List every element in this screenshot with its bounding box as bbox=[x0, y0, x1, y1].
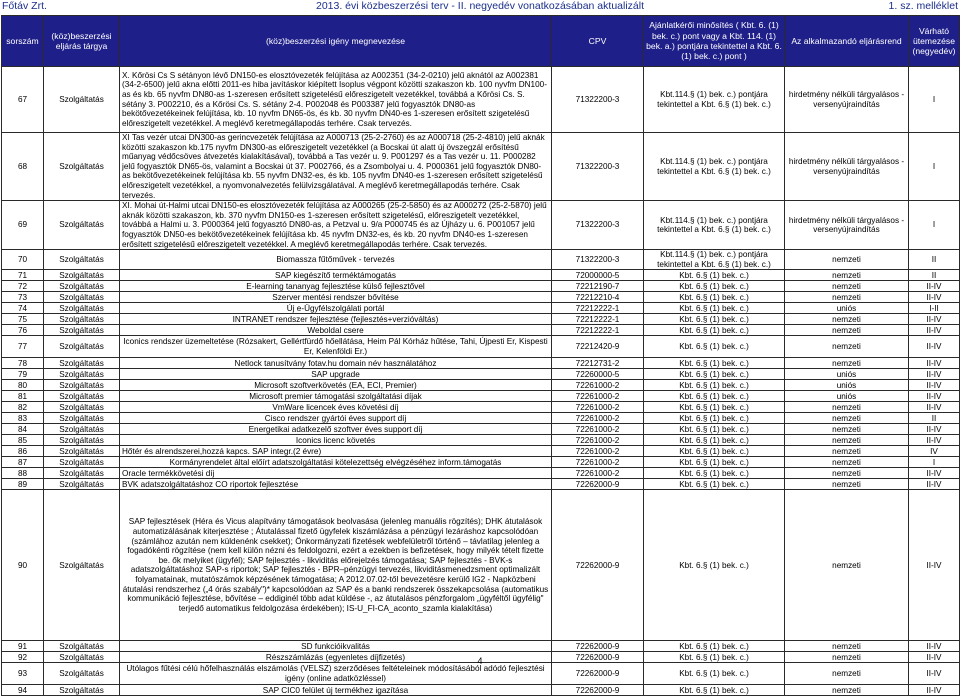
table-row bbox=[2, 250, 960, 270]
cell-schedule: II-IV bbox=[909, 380, 960, 391]
cell-schedule: I bbox=[909, 457, 960, 468]
cell-legal: Kbt. 6.§ (1) bek. c.) bbox=[644, 424, 785, 435]
cell-description: Biomassza fűtőművek - tervezés bbox=[120, 250, 552, 270]
cell-description: Iconics rendszer üzemeltetése (Rózsakert, Gellértfürdő hőellátása, Heim Pál Kórház hűtése, Tahi, Újpesti Er, Kispesti Er, Kelenföldi Er.) bbox=[120, 336, 552, 358]
cell-legal: Kbt. 6.§ (1) bek. c.) bbox=[644, 413, 785, 424]
cell-cpv: 71322200-3 bbox=[552, 133, 644, 201]
cell-number: 77 bbox=[2, 336, 44, 358]
page-number: 4 bbox=[477, 656, 483, 666]
cell-schedule: II-IV bbox=[909, 468, 960, 479]
cell-legal: Kbt. 6.§ (1) bek. c.) bbox=[644, 314, 785, 325]
cell-schedule: I bbox=[909, 67, 960, 133]
cell-legal: Kbt. 6.§ (1) bek. c.) bbox=[644, 292, 785, 303]
cell-schedule: II-IV bbox=[909, 292, 960, 303]
cell-cpv: 72262000-9 bbox=[552, 641, 644, 652]
cell-procedure: nemzeti bbox=[785, 652, 909, 663]
cell-schedule: II-IV bbox=[909, 479, 960, 490]
cell-schedule: II-IV bbox=[909, 369, 960, 380]
table-row bbox=[2, 402, 960, 413]
cell-number: 90 bbox=[2, 490, 44, 641]
col-header-cpv: CPV bbox=[552, 16, 644, 67]
cell-description: Utólagos fűtési célú hőfelhasználás elszámolás (VELSZ) szerződéses feltételeinek módosításából adódó fejlesztési igény (online adatközléssel) bbox=[120, 663, 552, 685]
cell-legal: Kbt. 6.§ (1) bek. c.) bbox=[644, 446, 785, 457]
cell-number: 68 bbox=[2, 133, 44, 201]
table-row bbox=[2, 292, 960, 303]
cell-cpv: 72262000-9 bbox=[552, 652, 644, 663]
cell-number: 92 bbox=[2, 652, 44, 663]
cell-legal: Kbt.114.§ (1) bek. c.) pontjára tekintettel a Kbt. 6.§ (1) bek. c.) bbox=[644, 250, 785, 270]
cell-procedure: nemzeti bbox=[785, 641, 909, 652]
cell-description: Weboldal csere bbox=[120, 325, 552, 336]
cell-description: Szerver mentési rendszer bővítése bbox=[120, 292, 552, 303]
cell-legal: Kbt. 6.§ (1) bek. c.) bbox=[644, 270, 785, 281]
cell-description: VmWare licencek éves követési díj bbox=[120, 402, 552, 413]
cell-type: Szolgáltatás bbox=[44, 424, 120, 435]
cell-schedule: IV bbox=[909, 446, 960, 457]
table-row bbox=[2, 446, 960, 457]
cell-procedure: hirdetmény nélküli tárgyalásos - versenyújraindítás bbox=[785, 67, 909, 133]
cell-number: 69 bbox=[2, 201, 44, 250]
cell-procedure: uniós bbox=[785, 303, 909, 314]
cell-legal: Kbt.114.§ (1) bek. c.) pontjára tekintettel a Kbt. 6.§ (1) bek. c.) bbox=[644, 67, 785, 133]
cell-type: Szolgáltatás bbox=[44, 652, 120, 663]
cell-procedure: hirdetmény nélküli tárgyalásos - versenyújraindítás bbox=[785, 201, 909, 250]
cell-schedule: I bbox=[909, 201, 960, 250]
cell-legal: Kbt. 6.§ (1) bek. c.) bbox=[644, 652, 785, 663]
cell-type: Szolgáltatás bbox=[44, 380, 120, 391]
cell-cpv: 72212420-9 bbox=[552, 336, 644, 358]
cell-type: Szolgáltatás bbox=[44, 325, 120, 336]
cell-type: Szolgáltatás bbox=[44, 314, 120, 325]
cell-schedule: II-IV bbox=[909, 391, 960, 402]
table-row bbox=[2, 413, 960, 424]
table-row bbox=[2, 281, 960, 292]
table-row bbox=[2, 468, 960, 479]
cell-procedure: nemzeti bbox=[785, 281, 909, 292]
cell-cpv: 72261000-2 bbox=[552, 413, 644, 424]
table-row bbox=[2, 457, 960, 468]
table-row bbox=[2, 641, 960, 652]
cell-legal: Kbt. 6.§ (1) bek. c.) bbox=[644, 281, 785, 292]
cell-schedule: II-IV bbox=[909, 490, 960, 641]
cell-cpv: 72212210-4 bbox=[552, 292, 644, 303]
table-row bbox=[2, 133, 960, 201]
cell-description: Microsoft szoftverkövetés (EA, ECI, Premier) bbox=[120, 380, 552, 391]
cell-legal: Kbt. 6.§ (1) bek. c.) bbox=[644, 391, 785, 402]
cell-description: Netlock tanusítvány fotav.hu domain név használatához bbox=[120, 358, 552, 369]
cell-cpv: 72212731-2 bbox=[552, 358, 644, 369]
cell-legal: Kbt. 6.§ (1) bek. c.) bbox=[644, 490, 785, 641]
cell-cpv: 72262000-9 bbox=[552, 490, 644, 641]
header-row bbox=[2, 16, 960, 67]
cell-type: Szolgáltatás bbox=[44, 270, 120, 281]
cell-description: SD funkcióikvalitás bbox=[120, 641, 552, 652]
cell-cpv: 72262000-9 bbox=[552, 663, 644, 685]
cell-procedure: nemzeti bbox=[785, 250, 909, 270]
cell-procedure: nemzeti bbox=[785, 325, 909, 336]
cell-number: 70 bbox=[2, 250, 44, 270]
cell-type: Szolgáltatás bbox=[44, 446, 120, 457]
cell-description: INTRANET rendszer fejlesztése (fejlesztés+verzióváltás) bbox=[120, 314, 552, 325]
cell-procedure: nemzeti bbox=[785, 358, 909, 369]
cell-legal: Kbt. 6.§ (1) bek. c.) bbox=[644, 336, 785, 358]
cell-number: 67 bbox=[2, 67, 44, 133]
cell-type: Szolgáltatás bbox=[44, 292, 120, 303]
cell-schedule: II bbox=[909, 413, 960, 424]
cell-type: Szolgáltatás bbox=[44, 250, 120, 270]
cell-procedure: nemzeti bbox=[785, 685, 909, 696]
col-header-number: sorszám bbox=[2, 16, 44, 67]
cell-type: Szolgáltatás bbox=[44, 435, 120, 446]
cell-cpv: 72261000-2 bbox=[552, 468, 644, 479]
col-header-procedure: Az alkalmazandó eljárásrend bbox=[785, 16, 909, 67]
cell-procedure: nemzeti bbox=[785, 446, 909, 457]
cell-schedule: II-IV bbox=[909, 281, 960, 292]
cell-cpv: 72212222-1 bbox=[552, 325, 644, 336]
cell-number: 88 bbox=[2, 468, 44, 479]
cell-cpv: 72212222-1 bbox=[552, 303, 644, 314]
cell-legal: Kbt. 6.§ (1) bek. c.) bbox=[644, 380, 785, 391]
cell-number: 91 bbox=[2, 641, 44, 652]
cell-cpv: 72261000-2 bbox=[552, 446, 644, 457]
table-row bbox=[2, 391, 960, 402]
cell-schedule: II-IV bbox=[909, 358, 960, 369]
cell-procedure: nemzeti bbox=[785, 457, 909, 468]
cell-number: 93 bbox=[2, 663, 44, 685]
table-row bbox=[2, 336, 960, 358]
cell-procedure: nemzeti bbox=[785, 402, 909, 413]
cell-type: Szolgáltatás bbox=[44, 468, 120, 479]
cell-legal: Kbt. 6.§ (1) bek. c.) bbox=[644, 402, 785, 413]
cell-cpv: 72260000-5 bbox=[552, 369, 644, 380]
cell-legal: Kbt. 6.§ (1) bek. c.) bbox=[644, 479, 785, 490]
cell-number: 87 bbox=[2, 457, 44, 468]
table-row bbox=[2, 67, 960, 133]
cell-number: 85 bbox=[2, 435, 44, 446]
cell-schedule: I-II bbox=[909, 303, 960, 314]
cell-description: Cisco rendszer gyártói éves support díj bbox=[120, 413, 552, 424]
cell-number: 76 bbox=[2, 325, 44, 336]
cell-number: 71 bbox=[2, 270, 44, 281]
cell-description: SAP fejlesztések (Héra és Vicus alapítvány támogatások beolvasása (jelenleg manuális rögzítés); DHK átutalások automatizálásának kiterjesztése ; Átutalással fizető ügyfelek kiszámlázása a pénzügyi lezáráshoz kapcsolódóan (számlához azután nem küldenénk csekket); Önkormányzati fizetések webfelületről történő – távlatilag jelenleg a fogadókénti rögzítése (nem kell külön nézni és feldolgozni, ezért a ezekben is befizetések, hogy milyék tételt fizette be. ők melyiket (ügyfél); SAP fejlesztés - likviditás előrejelzés támogatása; SAP fejlesztés - BVK-s adatszolgáltatáshoz SAP-s riportok; SAP fejlesztés - BPR–pénzügyi tervezés, likviditásmenedzsment optimalizált folyamatainak, mutatószámok képzésének támogatása; A 2012.07.02-től bevezetésre kerülő IG2 - Napközbeni átutalási rendszerhez („4 órás szabály")* kapcsolódóan az SAP és a banki rendszerek összekapcsolása (automatikus kommunikáció fejlesztése, bővítése – eddiginél több adat küldése -, az átutalásos pénzforgalom „ügyféltől ügyfélig" terjedő automatikus feldolgozása érdekében); IS-U_FI-CA_aconto_szamla kialakítása) bbox=[120, 490, 552, 641]
table-row bbox=[2, 303, 960, 314]
cell-procedure: nemzeti bbox=[785, 490, 909, 641]
cell-legal: Kbt. 6.§ (1) bek. c.) bbox=[644, 663, 785, 685]
cell-number: 79 bbox=[2, 369, 44, 380]
cell-legal: Kbt.114.§ (1) bek. c.) pontjára tekintettel a Kbt. 6.§ (1) bek. c.) bbox=[644, 133, 785, 201]
cell-procedure: nemzeti bbox=[785, 336, 909, 358]
table-row bbox=[2, 490, 960, 641]
cell-type: Szolgáltatás bbox=[44, 303, 120, 314]
cell-legal: Kbt. 6.§ (1) bek. c.) bbox=[644, 358, 785, 369]
cell-description: SAP upgrade bbox=[120, 369, 552, 380]
cell-type: Szolgáltatás bbox=[44, 67, 120, 133]
header-title: 2013. évi közbeszerzési terv - II. negyedév vonatkozásában aktualizált bbox=[315, 0, 645, 12]
cell-schedule: II-IV bbox=[909, 325, 960, 336]
cell-number: 80 bbox=[2, 380, 44, 391]
cell-schedule: II-IV bbox=[909, 685, 960, 696]
table-row bbox=[2, 479, 960, 490]
cell-type: Szolgáltatás bbox=[44, 391, 120, 402]
cell-procedure: uniós bbox=[785, 380, 909, 391]
cell-number: 75 bbox=[2, 314, 44, 325]
cell-cpv: 72261000-2 bbox=[552, 402, 644, 413]
cell-number: 83 bbox=[2, 413, 44, 424]
cell-description: Energetikai adatkezelő szoftver éves support díj bbox=[120, 424, 552, 435]
cell-schedule: II bbox=[909, 250, 960, 270]
cell-description: X. Kőrösi Cs S sétányon lévő DN150-es elosztóvezeték felújítása az A002351 (34-2-0210) jelű aknától az A002381 (34-2-6500) jelű akna előtti 2011-es hiba javításkor kiépített Isoplus végpont közötti szakaszon kb. 100 nyvfm DN100-as és kb. 65 nyvfm DN80-as 1-szeresen erősített szigetelésű előreszigetelt vezetékkel, továbbá a Kőrösi Cs. S. sétány 3. P002210, és a Kőrösi Cs. S. sétány 2-4. P002048 és P003387 jelű fogyasztók DN80-as bekötővezetékeinek felújítása, kb. 10 nyvfm DN65-ös, és kb. 30 nyvfm DN40-es 1-szeresen erősített szigetelésű előreszigetelt vezetékkel. A meglévő keretmegállapodás terhére. Csak tervezés. bbox=[120, 67, 552, 133]
cell-description: SAP CIC0 felület új termékhez igazítása bbox=[120, 685, 552, 696]
cell-type: Szolgáltatás bbox=[44, 413, 120, 424]
cell-schedule: II-IV bbox=[909, 435, 960, 446]
cell-schedule: II-IV bbox=[909, 652, 960, 663]
cell-cpv: 71322200-3 bbox=[552, 250, 644, 270]
table-row bbox=[2, 435, 960, 446]
cell-description: Új e-Ügyfélszolgálati portál bbox=[120, 303, 552, 314]
cell-description: SAP kiegészítő terméktámogatás bbox=[120, 270, 552, 281]
cell-type: Szolgáltatás bbox=[44, 336, 120, 358]
cell-cpv: 72261000-2 bbox=[552, 380, 644, 391]
table-row bbox=[2, 424, 960, 435]
cell-cpv: 72212190-7 bbox=[552, 281, 644, 292]
cell-cpv: 72000000-5 bbox=[552, 270, 644, 281]
cell-procedure: nemzeti bbox=[785, 424, 909, 435]
cell-description: XI Tas vezér utcai DN300-as gerincvezeték felújítása az A000713 (25-2-2760) és az A000718 (25-2-4810) jelű aknák közötti szakaszon kb.175 nyvfm DN300-as előreszigetelt vezetékkel (a Bocskai út alatt új övszegzál erősítésű műanyag védőcsöves átvezetés kialakításával), továbbá a Tas vezér u. 9. P001297 és a Tas vezér u. 11. P000282 jelű fogyasztók DN65-ös, valamint a Bocskai út 37. P002766, és a Zsombolyai u. 4. P000361 jelű fogyasztók DN80-as bekötővezetékeinek felújítása kb. 55 nyvfm DN32-es, és kb. 105 nyvfm DN40-es 1-szeresen erősített szigetelésű előreszigetelt vezetékkel, a nyomvonalvezetés felülvizsgálatával. A meglévő keretmegállapodás terhére. Csak tervezés. bbox=[120, 133, 552, 201]
cell-procedure: uniós bbox=[785, 369, 909, 380]
cell-type: Szolgáltatás bbox=[44, 490, 120, 641]
cell-number: 78 bbox=[2, 358, 44, 369]
cell-legal: Kbt. 6.§ (1) bek. c.) bbox=[644, 685, 785, 696]
cell-legal: Kbt. 6.§ (1) bek. c.) bbox=[644, 369, 785, 380]
cell-procedure: nemzeti bbox=[785, 292, 909, 303]
cell-procedure: nemzeti bbox=[785, 413, 909, 424]
cell-type: Szolgáltatás bbox=[44, 133, 120, 201]
cell-schedule: II-IV bbox=[909, 314, 960, 325]
cell-legal: Kbt. 6.§ (1) bek. c.) bbox=[644, 435, 785, 446]
cell-cpv: 71322200-3 bbox=[552, 201, 644, 250]
cell-description: E-learning tananyag fejlesztése külső fejlesztővel bbox=[120, 281, 552, 292]
cell-schedule: II-IV bbox=[909, 424, 960, 435]
cell-legal: Kbt.114.§ (1) bek. c.) pontjára tekintettel a Kbt. 6.§ (1) bek. c.) bbox=[644, 201, 785, 250]
table-row bbox=[2, 270, 960, 281]
cell-cpv: 72262000-9 bbox=[552, 479, 644, 490]
header-company: Főtáv Zrt. bbox=[2, 0, 47, 12]
cell-description: Oracle termékkövetési díj bbox=[120, 468, 552, 479]
col-header-type: (köz)beszerzési eljárás tárgya bbox=[44, 16, 120, 67]
cell-cpv: 72212222-1 bbox=[552, 314, 644, 325]
cell-cpv: 72261000-2 bbox=[552, 457, 644, 468]
cell-description: Részszámlázás (egyenletes díjfizetés) bbox=[120, 652, 552, 663]
cell-procedure: nemzeti bbox=[785, 468, 909, 479]
cell-number: 73 bbox=[2, 292, 44, 303]
procurement-table bbox=[1, 15, 960, 696]
cell-cpv: 72262000-9 bbox=[552, 685, 644, 696]
cell-cpv: 72261000-2 bbox=[552, 391, 644, 402]
cell-procedure: hirdetmény nélküli tárgyalásos - versenyújraindítás bbox=[785, 133, 909, 201]
cell-description: Hőtér és alrendszerei,hozzá kapcs. SAP integr.(2 évre) bbox=[120, 446, 552, 457]
table-row bbox=[2, 201, 960, 250]
cell-cpv: 72261000-2 bbox=[552, 424, 644, 435]
cell-type: Szolgáltatás bbox=[44, 369, 120, 380]
cell-description: Kormányrendelet által előírt adatszolgáltatási kötelezettség elvégzéséhez inform.támogatás bbox=[120, 457, 552, 468]
cell-cpv: 71322200-3 bbox=[552, 67, 644, 133]
cell-schedule: II-IV bbox=[909, 402, 960, 413]
cell-legal: Kbt. 6.§ (1) bek. c.) bbox=[644, 468, 785, 479]
cell-number: 89 bbox=[2, 479, 44, 490]
cell-legal: Kbt. 6.§ (1) bek. c.) bbox=[644, 325, 785, 336]
cell-schedule: II-IV bbox=[909, 663, 960, 685]
cell-number: 74 bbox=[2, 303, 44, 314]
header-attachment-label: 1. sz. melléklet bbox=[888, 0, 958, 12]
cell-schedule: II-IV bbox=[909, 641, 960, 652]
col-header-legal: Ajánlatkérői minősítés ( Kbt. 6. (1) bek. c.) pont vagy a Kbt. 114. (1) bek. a.) pontjára tekintettel a Kbt. 6. (1) bek. c.) pont ) bbox=[644, 16, 785, 67]
cell-type: Szolgáltatás bbox=[44, 281, 120, 292]
cell-procedure: nemzeti bbox=[785, 663, 909, 685]
cell-type: Szolgáltatás bbox=[44, 201, 120, 250]
cell-schedule: I bbox=[909, 133, 960, 201]
cell-description: XI. Mohai út-Halmi utcai DN150-es elosztóvezeték felújítása az A000265 (25-2-5850) és az A000272 (25-2-5870) jelű aknák közötti szakaszon, kb. 370 nyvfm DN150-es 1-szeresen erősített szigetelésű, előreszigetelt vezetékkel, továbbá a Halmi u. 3. P000364 jelű fogyasztó DN80-as, a Petzval u. 9/a P000745 és az Újházy u. 6. P001057 jelű fogyasztók DN50-es bekötővezetékeinek felújítása kb. 45 nyvfm DN32-es, és kb. 20 nyvfm DN40-es 1-szeresen erősített szigetelésű előreszigetelt vezetékkel. A meglévő keretmegállapodás terhére. Csak tervezés. bbox=[120, 201, 552, 250]
cell-type: Szolgáltatás bbox=[44, 358, 120, 369]
cell-procedure: nemzeti bbox=[785, 435, 909, 446]
cell-number: 86 bbox=[2, 446, 44, 457]
cell-number: 82 bbox=[2, 402, 44, 413]
cell-type: Szolgáltatás bbox=[44, 402, 120, 413]
table-row bbox=[2, 380, 960, 391]
cell-number: 94 bbox=[2, 685, 44, 696]
cell-legal: Kbt. 6.§ (1) bek. c.) bbox=[644, 303, 785, 314]
table-row bbox=[2, 325, 960, 336]
cell-description: BVK adatszolgáltatáshoz CO riportok fejlesztése bbox=[120, 479, 552, 490]
col-header-schedule: Várható ütemezése (negyedév) bbox=[909, 16, 960, 67]
cell-legal: Kbt. 6.§ (1) bek. c.) bbox=[644, 457, 785, 468]
table-row bbox=[2, 314, 960, 325]
cell-type: Szolgáltatás bbox=[44, 479, 120, 490]
cell-legal: Kbt. 6.§ (1) bek. c.) bbox=[644, 641, 785, 652]
cell-description: Iconics licenc követés bbox=[120, 435, 552, 446]
cell-type: Szolgáltatás bbox=[44, 641, 120, 652]
cell-procedure: nemzeti bbox=[785, 270, 909, 281]
cell-number: 81 bbox=[2, 391, 44, 402]
table-row bbox=[2, 369, 960, 380]
cell-procedure: nemzeti bbox=[785, 314, 909, 325]
cell-cpv: 72261000-2 bbox=[552, 435, 644, 446]
cell-type: Szolgáltatás bbox=[44, 685, 120, 696]
cell-number: 84 bbox=[2, 424, 44, 435]
table-row bbox=[2, 685, 960, 696]
cell-procedure: nemzeti bbox=[785, 479, 909, 490]
cell-description: Microsoft premier támogatási szolgáltatási díjak bbox=[120, 391, 552, 402]
table-row bbox=[2, 663, 960, 685]
cell-number: 72 bbox=[2, 281, 44, 292]
table-body bbox=[2, 67, 960, 696]
cell-type: Szolgáltatás bbox=[44, 457, 120, 468]
col-header-description: (köz)beszerzési igény megnevezése bbox=[120, 16, 552, 67]
cell-procedure: uniós bbox=[785, 391, 909, 402]
table-row bbox=[2, 358, 960, 369]
cell-type: Szolgáltatás bbox=[44, 663, 120, 685]
cell-schedule: II-IV bbox=[909, 336, 960, 358]
cell-schedule: II bbox=[909, 270, 960, 281]
page-header bbox=[0, 0, 960, 14]
